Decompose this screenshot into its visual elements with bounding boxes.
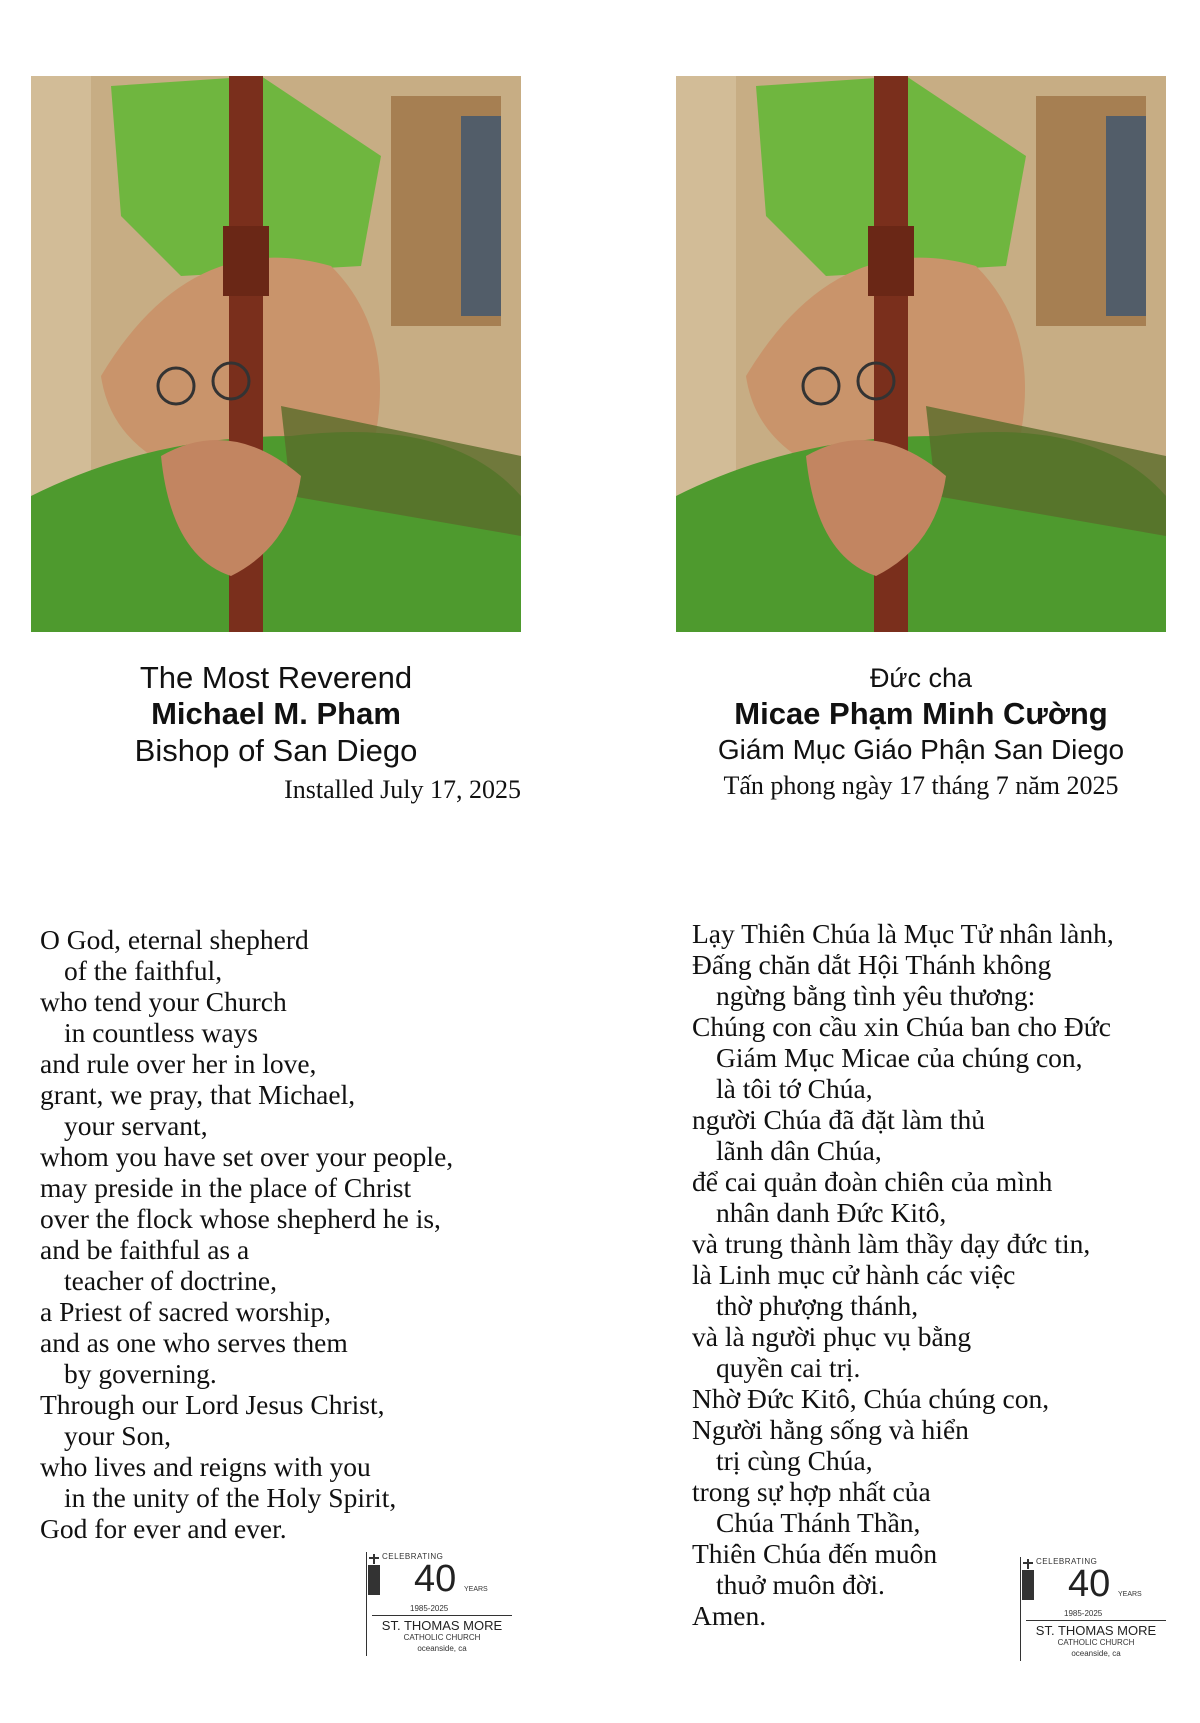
prayer-line: who lives and reigns with you	[40, 1451, 371, 1482]
prayer-line: trong sự hợp nhất của	[692, 1476, 931, 1507]
prayer-line: lãnh dân Chúa,	[716, 1135, 882, 1166]
parish-anniversary-logo	[362, 1552, 512, 1662]
logo-years: YEARS	[464, 1586, 488, 1593]
prayer-line: of the faithful,	[64, 955, 223, 986]
prayer-line: in the unity of the Holy Spirit,	[64, 1482, 397, 1513]
english-header	[31, 660, 521, 810]
prayer-line: Chúa Thánh Thần,	[716, 1507, 921, 1538]
prayer-line: Giám Mục Micae của chúng con,	[716, 1042, 1083, 1073]
prayer-line: là tôi tớ Chúa,	[716, 1073, 873, 1104]
logo-rule	[1020, 1557, 1021, 1661]
prayer-line: whom you have set over your people,	[40, 1141, 454, 1172]
english-prayer	[40, 924, 453, 1544]
vietnamese-prayer	[692, 918, 1114, 1631]
logo-catholic: CATHOLIC CHURCH	[403, 1633, 481, 1642]
prayer-line: để cai quản đoàn chiên của mình	[692, 1166, 1053, 1197]
prayer-line: là Linh mục cử hành các việc	[692, 1259, 1016, 1290]
prayer-line: and as one who serves them	[40, 1327, 348, 1358]
logo-city: oceanside, ca	[417, 1644, 467, 1653]
logo-celebrating: CELEBRATING	[382, 1552, 444, 1561]
prayer-line: trị cùng Chúa,	[716, 1445, 873, 1476]
bishop-name: Micae Phạm Minh Cường	[734, 696, 1108, 731]
logo-number: 40	[414, 1558, 457, 1600]
bishop-role: Bishop of San Diego	[134, 733, 418, 768]
logo-divider	[372, 1615, 512, 1616]
prayer-line: và trung thành làm thầy dạy đức tin,	[692, 1228, 1091, 1259]
logo-church-name: ST. THOMAS MORE	[1035, 1623, 1157, 1638]
cross-icon	[1027, 1559, 1029, 1569]
church-tower-icon	[1022, 1570, 1034, 1600]
logo-dates: 1985-2025	[1064, 1609, 1103, 1618]
prayer-line: O God, eternal shepherd	[40, 924, 309, 955]
prayer-line: over the flock whose shepherd he is,	[40, 1203, 441, 1234]
prayer-line: your Son,	[64, 1420, 171, 1451]
prayer-line: Through our Lord Jesus Christ,	[40, 1389, 385, 1420]
prayer-line: Thiên Chúa đến muôn	[692, 1538, 938, 1569]
prayer-line: teacher of doctrine,	[64, 1265, 278, 1296]
prayer-line: Amen.	[692, 1600, 767, 1631]
prayer-line: Chúng con cầu xin Chúa ban cho Đức	[692, 1011, 1111, 1042]
prayer-line: Đấng chăn dắt Hội Thánh không	[692, 949, 1052, 980]
prayer-line: người Chúa đã đặt làm thủ	[692, 1104, 985, 1135]
logo-church-name: ST. THOMAS MORE	[381, 1618, 503, 1633]
prayer-line: nhân danh Đức Kitô,	[716, 1197, 947, 1228]
prayer-line: thuở muôn đời.	[716, 1569, 885, 1600]
cross-icon-bar	[369, 1557, 379, 1559]
vietnamese-header	[676, 660, 1166, 804]
cross-icon	[373, 1554, 375, 1564]
vietnamese-card	[600, 0, 1200, 1723]
prayer-line: your servant,	[64, 1110, 208, 1141]
logo-dates: 1985-2025	[410, 1604, 449, 1613]
title-prefix: The Most Reverend	[139, 660, 413, 695]
logo-catholic: CATHOLIC CHURCH	[1057, 1638, 1135, 1647]
installation-date: Installed July 17, 2025	[284, 775, 521, 804]
prayer-line: a Priest of sacred worship,	[40, 1296, 331, 1327]
bishop-role: Giám Mục Giáo Phận San Diego	[717, 734, 1125, 765]
prayer-line: ngừng bằng tình yêu thương:	[716, 980, 1036, 1011]
title-prefix: Đức cha	[869, 663, 973, 693]
prayer-line: God for ever and ever.	[40, 1513, 287, 1544]
prayer-line: thờ phượng thánh,	[716, 1290, 919, 1321]
prayer-line: Người hằng sống và hiển	[692, 1414, 969, 1445]
prayer-line: và là người phục vụ bằng	[692, 1321, 972, 1352]
prayer-line: in countless ways	[64, 1017, 259, 1048]
logo-city: oceanside, ca	[1071, 1649, 1121, 1658]
prayer-line: may preside in the place of Christ	[40, 1172, 412, 1203]
prayer-line: quyền cai trị.	[716, 1352, 861, 1383]
prayer-line: who tend your Church	[40, 986, 287, 1017]
installation-date: Tấn phong ngày 17 tháng 7 năm 2025	[723, 771, 1119, 800]
prayer-line: and rule over her in love,	[40, 1048, 317, 1079]
prayer-line: Lạy Thiên Chúa là Mục Tử nhân lành,	[692, 918, 1114, 949]
logo-number: 40	[1068, 1563, 1111, 1605]
parish-anniversary-logo	[1016, 1557, 1166, 1667]
prayer-line: and be faithful as a	[40, 1234, 250, 1265]
bishop-photo	[31, 76, 521, 632]
prayer-line: Nhờ Đức Kitô, Chúa chúng con,	[692, 1383, 1050, 1414]
prayer-line: by governing.	[64, 1358, 217, 1389]
logo-rule	[366, 1552, 367, 1656]
church-tower-icon	[368, 1565, 380, 1595]
prayer-line: grant, we pray, that Michael,	[40, 1079, 356, 1110]
logo-years: YEARS	[1118, 1591, 1142, 1598]
bishop-photo	[676, 76, 1166, 632]
logo-celebrating: CELEBRATING	[1036, 1557, 1098, 1566]
cross-icon-bar	[1023, 1562, 1033, 1564]
logo-divider	[1026, 1620, 1166, 1621]
bishop-name: Michael M. Pham	[151, 696, 401, 731]
